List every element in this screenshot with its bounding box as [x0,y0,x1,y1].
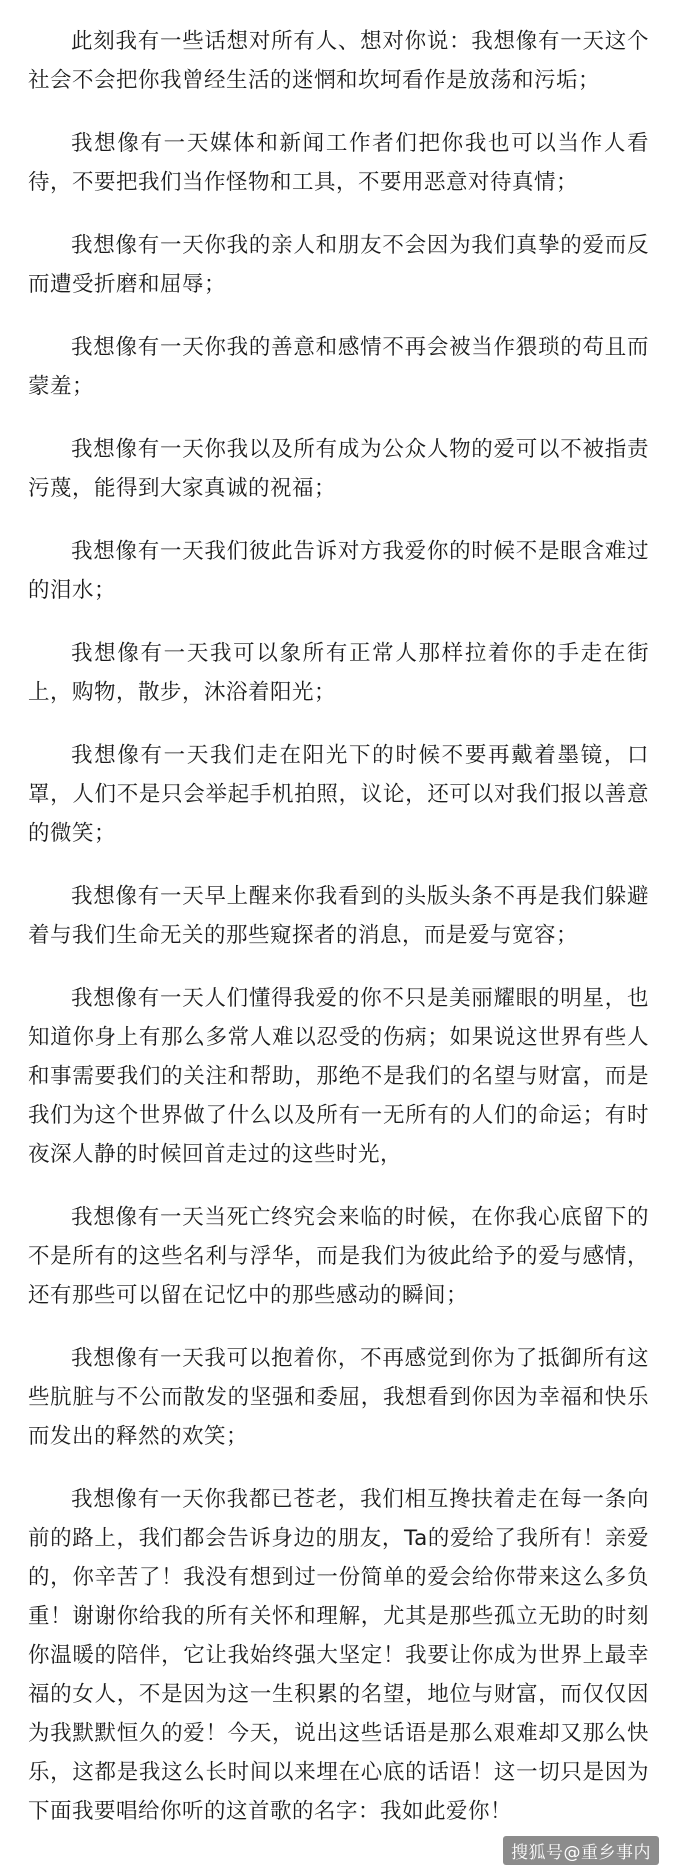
paragraph-3: 我想像有一天你我的亲人和朋友不会因为我们真挚的爱而反而遭受折磨和屈辱； [28,233,649,297]
watermark-label: 搜狐号@重乡事内 [503,1836,659,1865]
paragraph-10: 我想像有一天人们懂得我爱的你不只是美丽耀眼的明星，也知道你身上有那么多常人难以忍受的伤病；如果说这世界有些人和事需要我们的关注和帮助，那绝不是我们的名望与财富，而是我们为这个世界做了什么以及所有一无所有的人们的命运；有时夜深人静的时候回首走过的这些时光， [28,986,649,1167]
paragraph-6: 我想像有一天我们彼此告诉对方我爱你的时候不是眼含难过的泪水； [28,539,649,603]
paragraph-4: 我想像有一天你我的善意和感情不再会被当作猥琐的苟且而蒙羞； [28,335,649,399]
paragraph-11: 我想像有一天当死亡终究会来临的时候，在你我心底留下的不是所有的这些名利与浮华，而是我们为彼此给予的爱与感情，还有那些可以留在记忆中的那些感动的瞬间； [28,1205,649,1308]
paragraph-12: 我想像有一天我可以抱着你，不再感觉到你为了抵御所有这些肮脏与不公而散发的坚强和委屈，我想看到你因为幸福和快乐而发出的释然的欢笑； [28,1346,649,1449]
paragraph-1: 此刻我有一些话想对所有人、想对你说：我想像有一天这个社会不会把你我曾经生活的迷惘和坎坷看作是放荡和污垢； [28,29,649,93]
paragraph-9: 我想像有一天早上醒来你我看到的头版头条不再是我们躲避着与我们生命无关的那些窥探者的消息，而是爱与宽容； [28,884,649,948]
paragraph-2: 我想像有一天媒体和新闻工作者们把你我也可以当作人看待，不要把我们当作怪物和工具，不要用恶意对待真情； [28,131,649,195]
paragraph-13: 我想像有一天你我都已苍老，我们相互搀扶着走在每一条向前的路上，我们都会告诉身边的朋友，Ta的爱给了我所有！亲爱的，你辛苦了！我没有想到过一份简单的爱会给你带来这么多负重！谢谢你给我的所有关怀和理解，尤其是那些孤立无助的时刻你温暖的陪伴，它让我始终强大坚定！我要让你成为世界上最幸福的女人，不是因为这一生积累的名望，地位与财富，而仅仅因为我默默恒久的爱！今天，说出这些话语是那么艰难却又那么快乐，这都是我这么长时间以来埋在心底的话语！这一切只是因为下面我要唱给你听的这首歌的名字：我如此爱你！ [28,1487,649,1824]
paragraph-5: 我想像有一天你我以及所有成为公众人物的爱可以不被指责污蔑，能得到大家真诚的祝福； [28,437,649,501]
paragraph-8: 我想像有一天我们走在阳光下的时候不要再戴着墨镜，口罩，人们不是只会举起手机拍照，议论，还可以对我们报以善意的微笑； [28,743,649,846]
paragraph-7: 我想像有一天我可以象所有正常人那样拉着你的手走在街上，购物，散步，沐浴着阳光； [28,641,649,705]
